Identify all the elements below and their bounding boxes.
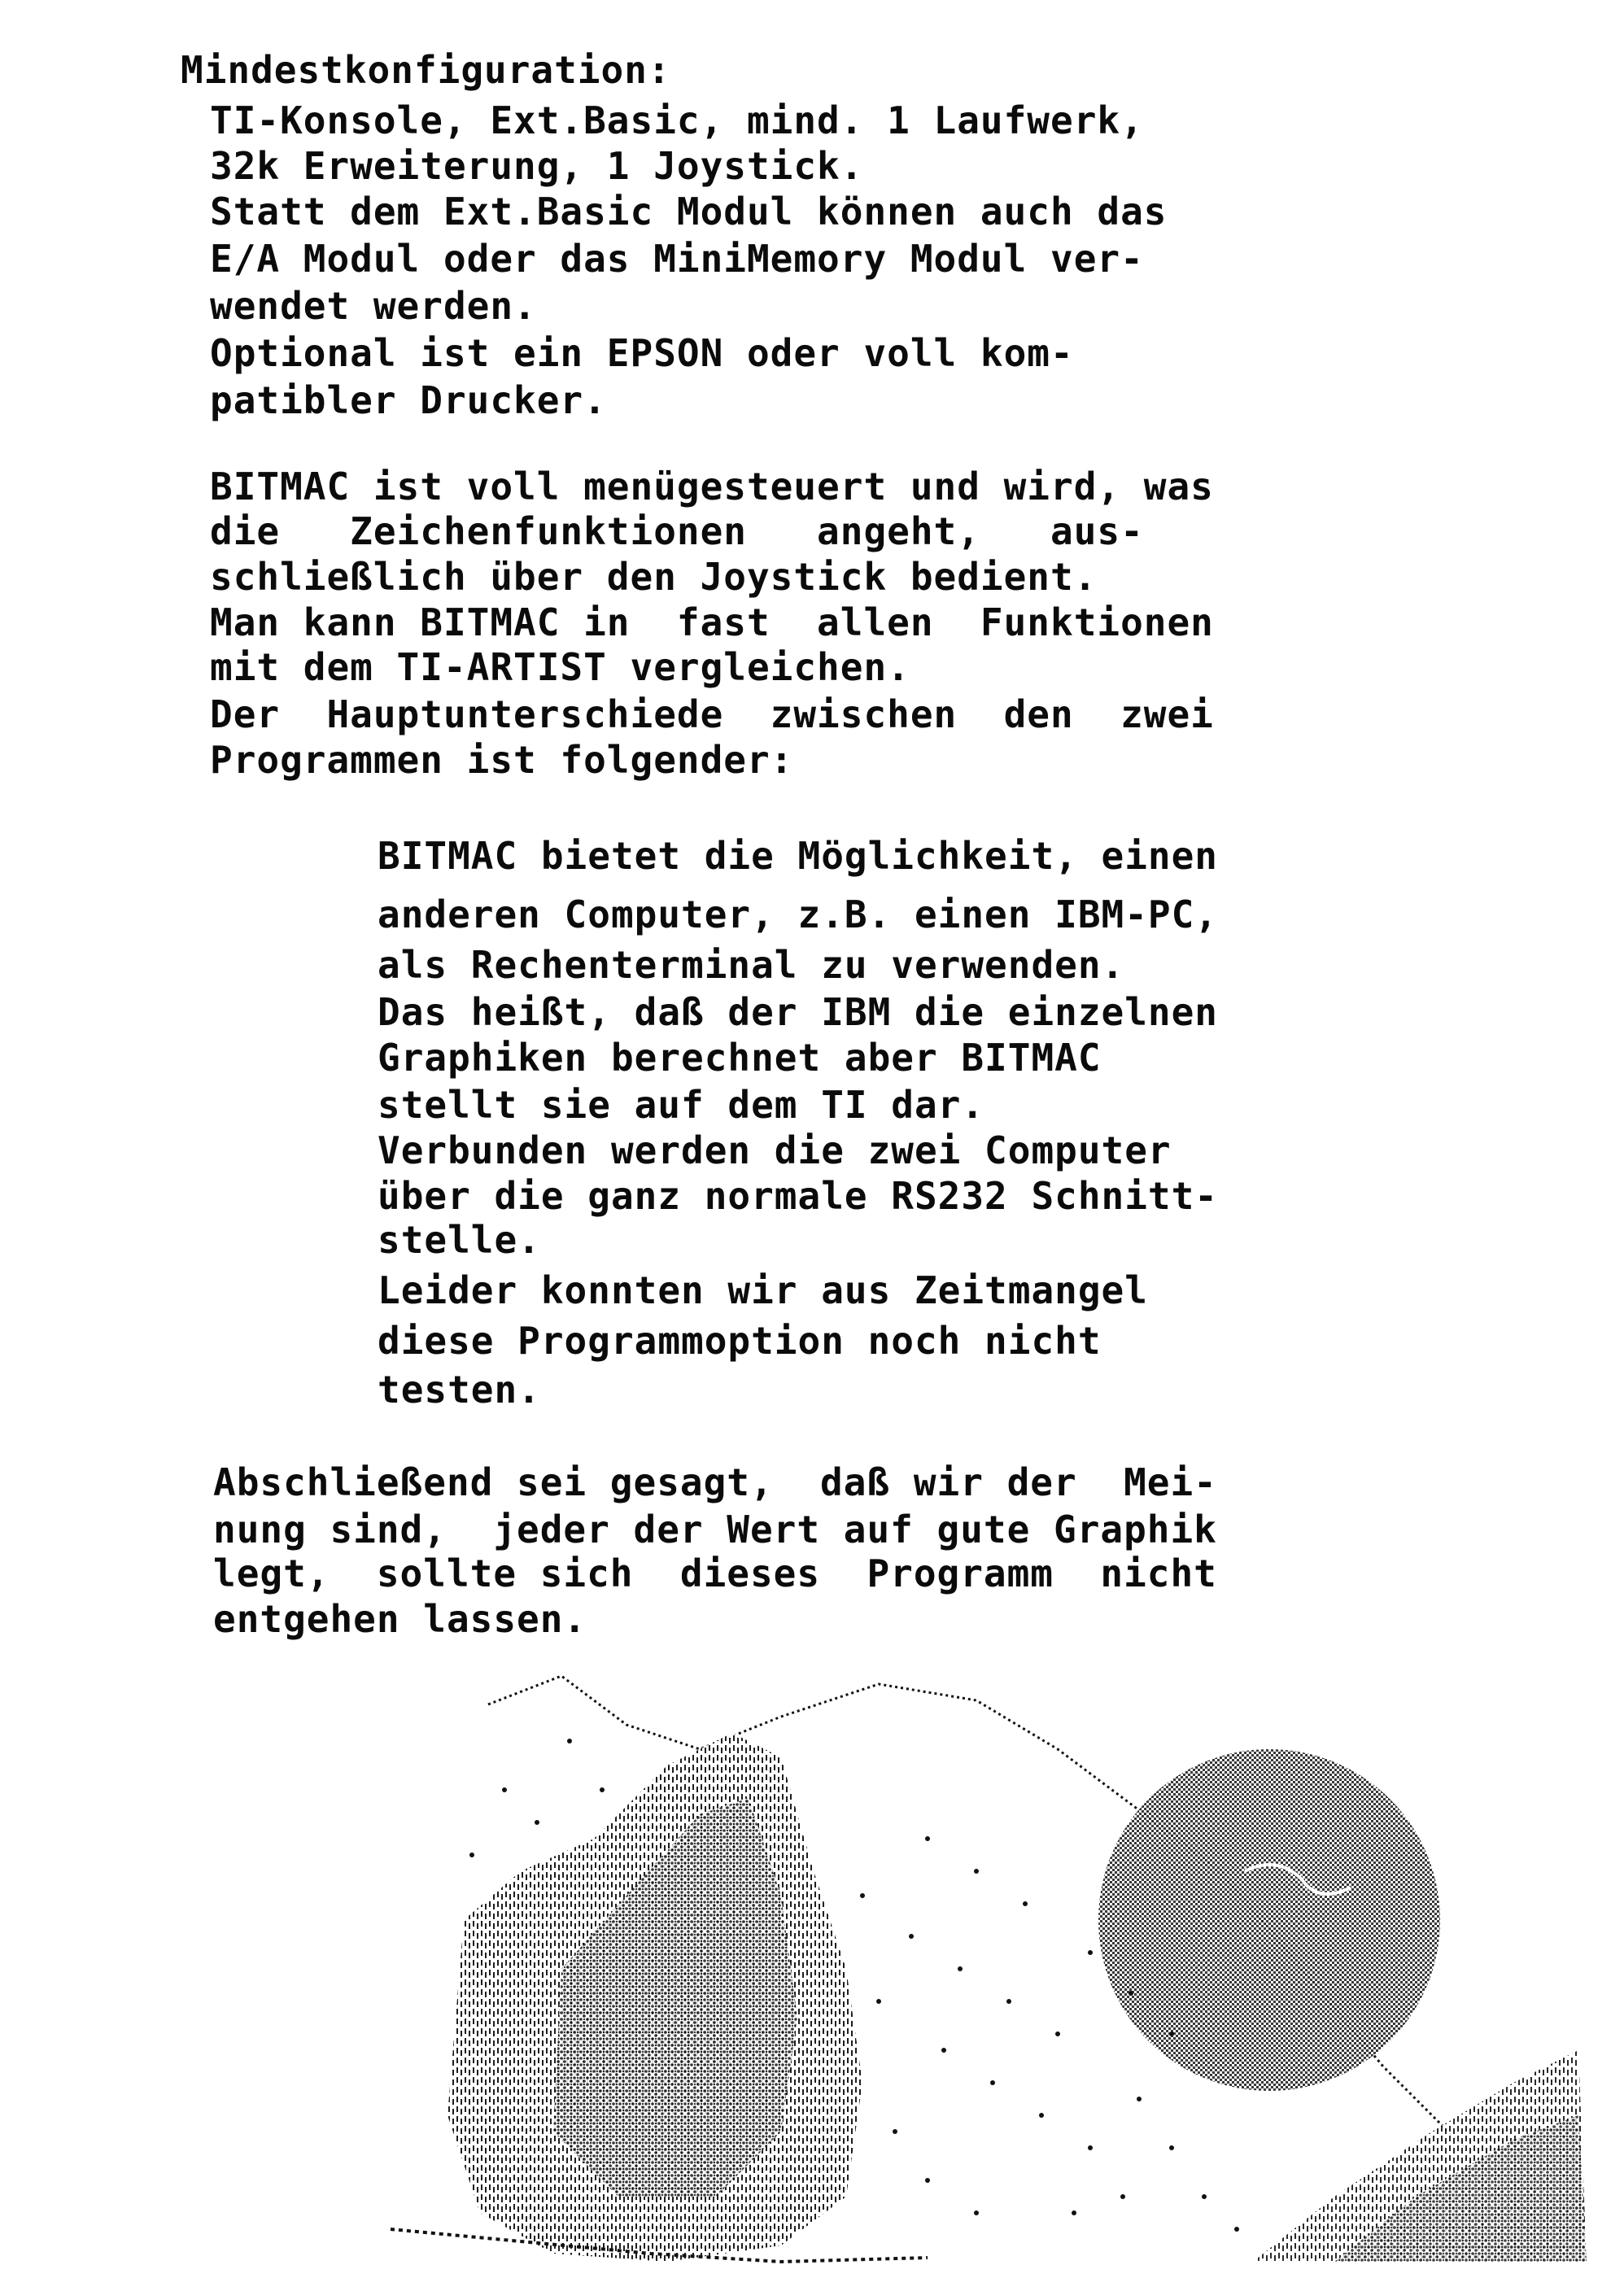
difference-line: Graphiken berechnet aber BITMAC bbox=[378, 1036, 1102, 1080]
intro-line: Programmen ist folgender: bbox=[210, 738, 794, 782]
config-line: Statt dem Ext.Basic Modul können auch das bbox=[210, 190, 1168, 233]
intro-line: Man kann BITMAC in fast allen Funktionen bbox=[210, 600, 1214, 644]
difference-line: als Rechenterminal zu verwenden. bbox=[378, 943, 1125, 987]
difference-line: über die ganz normale RS232 Schnitt- bbox=[378, 1174, 1218, 1218]
config-line: patibler Drucker. bbox=[210, 378, 607, 422]
config-line: 32k Erweiterung, 1 Joystick. bbox=[210, 144, 864, 188]
difference-line: Leider konnten wir aus Zeitmangel bbox=[378, 1268, 1148, 1312]
moon-shape bbox=[1098, 1749, 1440, 2091]
config-line: Optional ist ein EPSON oder voll kom- bbox=[210, 331, 1074, 375]
config-line: E/A Modul oder das MiniMemory Modul ver- bbox=[210, 237, 1144, 281]
intro-line: schließlich über den Joystick bedient. bbox=[210, 555, 1098, 599]
intro-line: Der Hauptunterschiede zwischen den zwei bbox=[210, 692, 1214, 736]
config-heading: Mindestkonfiguration: bbox=[181, 48, 671, 92]
difference-line: anderen Computer, z.B. einen IBM-PC, bbox=[378, 892, 1218, 936]
conclusion-line: entgehen lassen. bbox=[213, 1597, 587, 1641]
mountain-landscape-illustration bbox=[358, 1627, 1595, 2270]
difference-line: stelle. bbox=[378, 1218, 541, 1262]
difference-line: testen. bbox=[378, 1368, 541, 1412]
difference-line: BITMAC bietet die Möglichkeit, einen bbox=[378, 834, 1218, 878]
difference-line: stellt sie auf dem TI dar. bbox=[378, 1083, 985, 1127]
conclusion-line: Abschließend sei gesagt, daß wir der Mei- bbox=[213, 1460, 1217, 1504]
difference-line: diese Programmoption noch nicht bbox=[378, 1319, 1102, 1363]
intro-line: BITMAC ist voll menügesteuert und wird, was bbox=[210, 465, 1214, 508]
config-line: wendet werden. bbox=[210, 284, 537, 328]
difference-line: Verbunden werden die zwei Computer bbox=[378, 1128, 1172, 1172]
intro-line: mit dem TI-ARTIST vergleichen. bbox=[210, 645, 910, 689]
conclusion-line: legt, sollte sich dieses Programm nicht bbox=[213, 1551, 1217, 1595]
intro-line: die Zeichenfunktionen angeht, aus- bbox=[210, 509, 1144, 553]
conclusion-line: nung sind, jeder der Wert auf gute Graphik bbox=[213, 1508, 1217, 1551]
difference-line: Das heißt, daß der IBM die einzelnen bbox=[378, 990, 1218, 1034]
config-line: TI-Konsole, Ext.Basic, mind. 1 Laufwerk, bbox=[210, 98, 1144, 142]
